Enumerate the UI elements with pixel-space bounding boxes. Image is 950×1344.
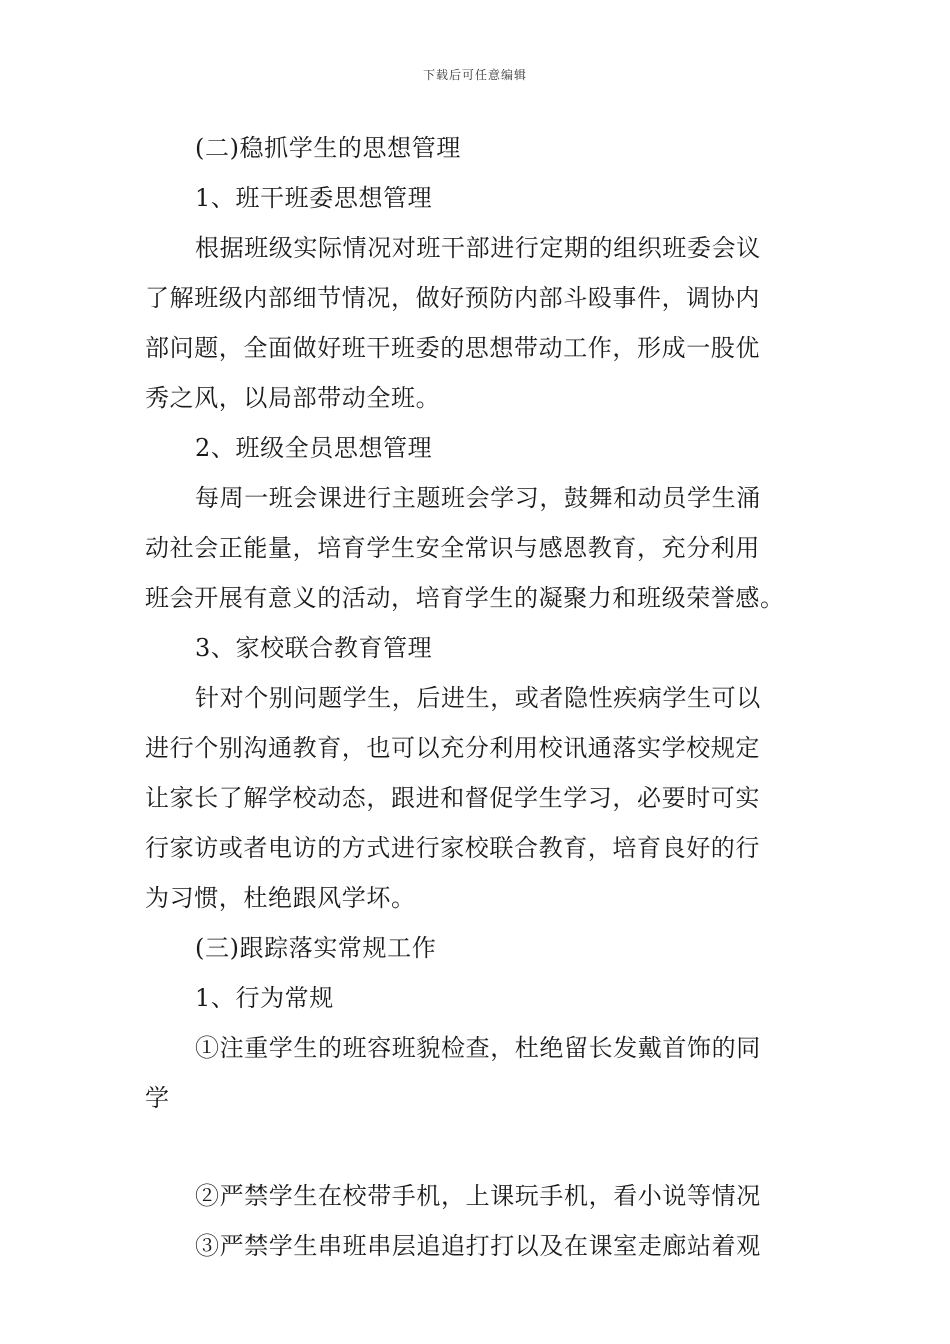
section-heading-3: (三)跟踪落实常规工作 bbox=[195, 934, 437, 962]
paragraph-line: 根据班级实际情况对班干部进行定期的组织班委会议 bbox=[195, 234, 761, 262]
paragraph-line: 班会开展有意义的活动，培育学生的凝聚力和班级荣誉感。 bbox=[145, 584, 785, 612]
paragraph-line: 动社会正能量，培育学生安全常识与感恩教育，充分利用 bbox=[145, 534, 760, 562]
section-heading-2: (二)稳抓学生的思想管理 bbox=[195, 134, 461, 162]
paragraph-line: 每周一班会课进行主题班会学习，鼓舞和动员学生涌 bbox=[195, 484, 761, 512]
paragraph-line: 行家访或者电访的方式进行家校联合教育，培育良好的行 bbox=[145, 834, 760, 862]
list-item-3: ③严禁学生串班串层追追打打以及在课室走廊站着观 bbox=[195, 1232, 761, 1260]
subsection-heading-3: 3、家校联合教育管理 bbox=[195, 634, 433, 662]
page-header-note: 下载后可任意编辑 bbox=[422, 68, 527, 82]
subsection-heading-behavior: 1、行为常规 bbox=[195, 984, 334, 1012]
paragraph-line: 针对个别问题学生，后进生，或者隐性疾病学生可以 bbox=[195, 684, 761, 712]
paragraph-gap bbox=[145, 1129, 805, 1177]
paragraph-line: 进行个别沟通教育，也可以充分利用校讯通落实学校规定 bbox=[145, 734, 760, 762]
subsection-heading-2: 2、班级全员思想管理 bbox=[195, 434, 433, 462]
list-item-1: ①注重学生的班容班貌检查，杜绝留长发戴首饰的同 bbox=[195, 1034, 761, 1062]
paragraph-line: 秀之风，以局部带动全班。 bbox=[145, 384, 441, 412]
paragraph-line: 了解班级内部细节情况，做好预防内部斗殴事件，调协内 bbox=[145, 284, 760, 312]
paragraph-line: 为习惯，杜绝跟风学坏。 bbox=[145, 884, 416, 912]
list-item-2: ②严禁学生在校带手机，上课玩手机，看小说等情况 bbox=[195, 1182, 761, 1210]
paragraph-line: 部问题，全面做好班干班委的思想带动工作，形成一股优 bbox=[145, 334, 760, 362]
document-body bbox=[145, 129, 805, 1277]
paragraph-line: 让家长了解学校动态，跟进和督促学生学习，必要时可实 bbox=[145, 784, 760, 812]
list-item-1-continued: 学 bbox=[145, 1084, 170, 1112]
subsection-heading-1: 1、班干班委思想管理 bbox=[195, 184, 433, 212]
